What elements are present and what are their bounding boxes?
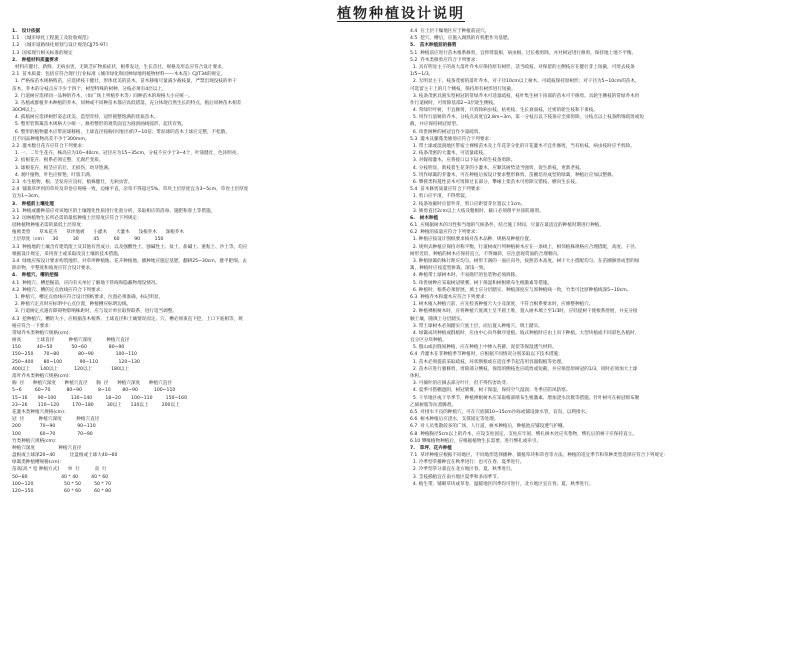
text-line: 5. 珍贵树种应采取树冠喷雾、树干保湿和树根喷布生根激素等措施。: [410, 280, 552, 286]
text-line: 1.2 《城市道路绿化规划与设计规范CJJ75-97》: [12, 43, 111, 49]
text-line: 5. 整形装饰篱苗木规格大小统一，修剪整形的观赏面宜为圆滑曲线弧形，起伏有致。: [12, 122, 187, 128]
text-line: 2. 种植穴定点时应标明中心点位置，种植槽应标明边线。: [12, 302, 132, 308]
text-line: 除杂物，平整度和坡度应符合设计要求。: [12, 266, 95, 272]
text-line: 6.4 乔灌木在非种植季节种植时，应根据不同情况分别采取以下技术措施：: [410, 352, 563, 358]
left-column: [12, 28, 390, 495]
text-line: 2.3 水生植物、根、茎发育应良好，植株健壮，无病虫害。: [12, 179, 133, 185]
text-line: 400以上 140以上 120以上 180以上: [12, 366, 130, 372]
text-line: 1. 一、二年生花卉，株高应为10~40cm，冠径应为15~35cm，分枝不应少于3~4个，叶簇健壮，色泽明亮。: [12, 151, 241, 157]
text-line: 1. 树木植入种植穴前，应先检查种植穴大小及深度，不符合根系要求时，应修整种植穴。: [410, 302, 594, 308]
text-line: 5.1 种植前应进行苗木根系修剪，宜将劈裂根、病虫根、过长根剪除，并对树冠进行修剪，保持地上地下平衡。: [410, 50, 637, 56]
text-line: 园林植物种植必需的最低土层厚度：: [12, 223, 86, 229]
text-line: 2. 枝条茂密的大灌木，可适量疏枝。: [410, 151, 488, 157]
text-line: 材料应健壮、新鲜、无病虫害，无缺乏矿物质症状，根系发达，生长茁壮，规格及形态应符合设计要求。: [12, 64, 227, 70]
text-line: 1.1 《城市绿化工程施工及验收规范》: [12, 36, 92, 42]
text-line: 2. 种植裸根树木时，应将种植穴底填土呈半圆土堆，置入树木填土至1/3时，应轻提树干使根系舒展，并充分接: [410, 309, 638, 315]
text-line: 15~16 90~100 130~140 18~20 100~110 150~160: [12, 395, 188, 401]
text-line: 6.1 应根据树木的习性和当地的气候条件，结合施工时间，尽量在最适宜的种植时期进行种植。: [410, 223, 604, 229]
text-line: 6. 整形的植物灌木应带泥球移植，土球直径按胸径(地径)的7~10倍；带泥球的苗木土球应完整，不松散。: [12, 129, 230, 135]
text-line: 6.2 种植的质量应符合下列要求：: [410, 230, 480, 236]
text-line: 7.1 草坪种植应根据不同地区、不同地形选择播种、铺植草块和草卷等方法。种植的适宜季节和草种类型选择应符合下列规定：: [410, 453, 669, 459]
text-line: 4.5 挖穴、槽后，应施入腐熟的有机肥作为基肥。: [410, 36, 513, 42]
text-line: 宜分区分块种植。: [410, 338, 447, 344]
text-line: 5. 用作绿篱的乔灌木，可在种植后按设计要求整形修剪。苗圃培育成型的绿篱，种植后应加以整修。: [410, 172, 617, 178]
text-line: 5. 假山或岩缝间种植，应在种植土中掺入苔藓、泥炭等保湿透气材料。: [410, 345, 557, 351]
text-line: 2. 苗木应进行强修剪，剪除部分侧枝，保留的侧枝也应疏剪或短截，并应保留原树冠的1/3，同时必须加大土球: [410, 366, 638, 372]
text-line: 4. 夏季可搭棚遮阴、树冠喷雾、树干保湿，保持空气湿润；冬季应防风防寒。: [410, 388, 571, 394]
right-column: [410, 28, 790, 495]
text-line: 4. 植生带、铺砌草块或草卷，温暖地区四季均可进行，北方地区宜在春、夏、秋季进行。: [410, 481, 594, 487]
text-line: 1. 严格按苗木规格购苗，应选择枝干健壮，形体优美的苗木。苗木移植尽量减少截枝量，严禁出现没枝的单干: [12, 79, 237, 85]
text-line: 作行道树时，可剪除基部2~3层轮生侧枝。: [410, 100, 498, 106]
text-line: 1.3 国家现行相关标准的规定: [12, 50, 73, 56]
text-line: 宜为1~3cm。: [12, 194, 43, 200]
text-line: 1/5~1/3。: [410, 72, 434, 78]
text-line: 4.4 在土层干燥地区应于种植前浸穴。: [410, 29, 490, 34]
text-line: 1. 具有明显主干的高大落叶乔木应保持原有树形，适当疏枝，对保留的主侧枝应在健壮芽上短截，可剪去枝条: [410, 64, 635, 70]
text-line: 100 60~70 70~90: [12, 431, 93, 437]
page-title: 植物种植设计说明: [337, 6, 465, 22]
text-line: 6. 种植时，根系必须舒展，填土应分层踏实，种植深度应与原种植线一致，竹类可比原种植线深5~10cm。: [410, 287, 632, 293]
text-line: 2.1 苗木质量：包括应符合现行行业标准《城市绿化和园林绿地用植物材料——木本苗》CJ/T34的规定。: [12, 72, 226, 78]
text-line: 6. 树木种植: [410, 215, 439, 221]
text-line: 6.3 种植乔木和灌木应符合下列要求：: [410, 294, 490, 300]
text-line: 4. 分枝明显、新枝着生花芽的小灌木，应顺其树势适当强剪，促生新枝，更新老枝。: [410, 165, 585, 171]
text-line: 绿篱类种植槽规格(cm)：: [12, 460, 64, 466]
text-line: 6.10 攀缘植物种植后，应根据植物生长需要，进行绑扎或牵引。: [410, 438, 542, 444]
text-line: 1. 剪口应平滑，不得劈裂。: [410, 194, 470, 200]
text-line: 150~250 70~80 80~90 100~110: [12, 352, 137, 358]
text-line: 5. 干旱地区或干旱季节，种植裸根树木应采取根部喷布生根激素、增加浇水次数等措施。针叶树可在树冠喷布聚: [410, 395, 640, 401]
text-line: 6.7 对人员集散较多的广场、人行道，树木种植后，种植池应铺设透气护栅。: [410, 424, 568, 430]
text-line: 4. 种植穴、槽的挖掘: [12, 273, 59, 279]
text-line: 种植穴深度 种植穴直径: [12, 445, 82, 451]
text-line: 苗木，乔木的分枝点应不少于四个，树型特殊的树种，分枝必须有4层以上。: [12, 86, 167, 92]
text-line: 4. 孤植树应选择树形姿态优美、造型奇特，冠形圆整饱满的优质苗木。: [12, 115, 159, 121]
text-line: 3. 种植绿篱的株行距应均匀。树形丰满的一面应向外，按照苗木高度、树干大小搭配均匀。在苗圃修剪成型的绿: [410, 259, 640, 264]
text-line: 1. 设计依据: [12, 29, 41, 34]
text-line: 23~26 110~120 170~180 30以上 130以上 200以上: [12, 402, 180, 408]
text-line: 5. 苗木种植前的修剪: [410, 43, 457, 49]
text-line: 7. 草坪、花卉种植: [410, 445, 452, 451]
text-line: 3.4 绿地应按设计要求构筑地形。对草坪种植地、花卉种植地、播种地应施足基肥，翻耕25~30cm，搂平耙细，去: [12, 259, 247, 264]
text-line: 4. 种植带土球树木时，不易腐烂的包装物必须拆除。: [410, 273, 520, 279]
text-line: 3.3 种植地的土壤含有建筑废土及其他有害成分，以及强酸性土、强碱性土、盐土、盐碱土、重粘土、沙土等，均应: [12, 244, 248, 250]
text-line: 触土壤，随填土分层踏实。: [410, 316, 466, 322]
text-line: 3. 修剪直径2cm以上大枝及粗根时，截口必须削平并涂防腐剂。: [410, 208, 544, 214]
text-line: 100~120 50 * 50 50 * 70: [12, 481, 112, 487]
text-line: 4. 观叶植物，叶色应鲜艳，叶簇丰满。: [12, 172, 95, 178]
text-line: 5.3 灌木及藤蔓类修剪应符合下列要求：: [410, 136, 494, 142]
text-line: 格应符合一下要求：: [12, 323, 54, 329]
text-line: 150 40~50 50~60 80~90: [12, 345, 125, 351]
text-line: 30CM以上。: [12, 108, 39, 114]
text-columns: [12, 28, 790, 495]
text-line: 6.5 对排水不良的种植穴，可在穴底铺10~15cm沙砾或铺设渗水管、盲沟，以利排水。: [410, 409, 590, 415]
text-line: 5.4 苗木修剪质量应符合下列要求：: [410, 187, 485, 193]
text-line: 篱，种植时应按造型拼栽，深浅一致。: [410, 266, 489, 272]
text-line: 3. 可摘叶的应摘去部分叶片，但不得伤害幼芽。: [410, 381, 511, 387]
text-line: 120~150 60 * 60 60 * 80: [12, 489, 112, 494]
text-line: 1. 带土球或湿润地区带宿土裸根苗木及上年花芽分化的开花灌木不宜作修剪，当有枯枝、病虫枝时应予剪除。: [410, 144, 635, 149]
text-line: 2. 冷季型草分栽宜在北方地区春、夏、秋季进行。: [410, 467, 516, 473]
text-line: 冠 径 种植穴深度 种植穴直径: [12, 417, 100, 423]
text-line: 4.3 挖种植穴、槽的大小，应根据苗木根系、土球直径和土壤情况而定。穴、槽必须垂直下挖，上口下底相等，规: [12, 316, 243, 322]
text-line: 50~80 40 * 40 40 * 60: [12, 474, 109, 480]
text-line: 1. 种植应按设计图纸要求核对苗木品种、规格及种植位置。: [410, 237, 534, 243]
text-line: 5. 用作行道树的乔木，分枝点高度宜2.8m~3m，第一分枝点以下枝条应全部剪除，分枝点以上枝条酌情疏剪或短: [410, 115, 644, 121]
text-line: 土层厚度（cm） 30 30 45 60 90 150: [12, 237, 164, 243]
text-line: 2. 种植材料质量要求: [12, 57, 59, 63]
text-line: 6.6 树木种植后应浇水，支撑固定等处理。: [410, 417, 499, 423]
text-line: 树高 土球直径 种植穴深度 种植穴直径: [12, 338, 130, 344]
text-line: 3. 行道树定点遇有障碍物影响株距时，应与设计单位取得联系，进行适当调整。: [12, 309, 177, 315]
text-line: 体积。: [410, 374, 424, 379]
text-line: 3. 带土球树木必须踏实穴底土层，而后置入种植穴，填土踏实。: [410, 323, 543, 329]
text-line: 花灌木类种植穴规格(cm)：: [12, 409, 69, 415]
text-line: 4. 常绿针叶树，不宜修剪，只剪除病虫枝、枯死枝、生长衰弱枝、过密的轮生枝和下垂枝。: [410, 108, 598, 114]
text-line: 3. 丛植或群植乔木种植的乔木，同种或不同种苗木都应高低错落，充分体现自然生长的特点，植后同种苗木相差: [12, 100, 242, 106]
text-line: 3. 枝条茂密具圆头型树冠的常绿乔木可适量疏枝，枝叶集生树干顶部的苗木可不修剪。具轮生侧枝的常绿乔木用: [410, 93, 640, 99]
text-line: 胸 径 种植穴深度 种植穴直径 胸 径 种植穴深度 种植穴直径: [12, 381, 172, 387]
text-line: 4.2 种植穴、槽的定点放线应符合下列要求：: [12, 287, 105, 293]
text-line: 4. 绿篱成块种植或群植时，应由中心向外顺序退植。坡式种植时应由上向下种植。大型块植或不同彩色丛植时，: [410, 330, 640, 336]
text-line: 截，并应保持树冠原型。: [410, 122, 461, 128]
text-line: 2.4 铺栽草坪用的草块及草卷应规格一致，边缘平直，杂草不得超过5%。草块土层厚度宜为3~5cm，草卷土层厚度: [12, 187, 249, 193]
text-line: 3. 茎枝插植宜在南方地区夏季和多雨季节。: [410, 474, 502, 480]
text-line: 1. 种植穴、槽定点放线应符合设计图纸要求，位置必须准确，标记明显。: [12, 294, 164, 300]
text-line: 1. 冷季型草播种宜在秋季进行；也可在春、夏季进行。: [410, 460, 525, 466]
text-line: 5.2 乔木类修剪应符合下列要求：: [410, 57, 480, 63]
text-line: 2. 行道树应选择同一品种的乔木，（如广场上列植乔木等）同种苗木的规格大小应统一。: [12, 93, 194, 99]
text-line: 2. 枝条短截时应留外芽，剪口应距留芽位置以上1cm。: [410, 201, 526, 207]
text-line: 6. 攀援类和蔓性苗木可剪除过长部分。攀缘上架苗木可剪除交错枝、横向生长枝。: [410, 179, 580, 185]
text-line: 苗高[高 * 宽 种植方式] 单 行 双 行: [12, 467, 107, 473]
text-line: 植被类型 草本花卉 草坪地被 小灌木 大灌木 浅根乔木 深根乔木: [12, 230, 185, 236]
text-line: 200 70~90 90~110: [12, 424, 96, 430]
text-line: 2. 无明显主干、枝条茂密的落叶乔木，对干径10cm以上树木，可疏枝保持原树形；对干径为5~10cm的苗木，: [410, 79, 640, 85]
text-line: 1. 苗木必须提前采取疏枝、环状断根或在适宜季节起苗用容器假植等处理。: [410, 359, 566, 365]
text-line: 落叶乔木类种植穴规格(cm)：: [12, 374, 74, 379]
text-line: 常绿乔木类种植穴规格(cm)：: [12, 330, 74, 336]
text-line: 乙烯树脂等抗蒸腾剂。: [410, 402, 456, 408]
text-line: 树形近似，种植的树木应保持直立，不得倾斜，应注意观赏面的合理朝向。: [410, 251, 562, 257]
text-line: 竹类种植穴规格(cm)：: [12, 438, 60, 444]
text-line: 3. 对嫁接灌木，应将接口以下砧木萌生枝条剪除。: [410, 158, 516, 164]
text-line: 2. 规则式种植应保持对称平衡，行道树或行列种植树木应在一条线上，相邻植株规格应合理搭配，高度、干径、: [410, 244, 640, 250]
text-line: 且不同品种植物高差不少于300mm。: [12, 136, 90, 142]
text-line: 2.2 灌木数目花卉应符合下列要求：: [12, 144, 87, 149]
text-line: 3.2 园林植物生长所必需的最低种植土层厚度应符合下列规定：: [12, 215, 142, 221]
text-line: 3. 种植前土壤处理: [12, 201, 54, 207]
text-line: 6.8 种植胸径5cm以上的乔木，应设支柱固定。支柱应牢固，绑扎树木处应夹垫物，绑扎后的树干应保持直立。: [410, 431, 637, 437]
text-line: 4.1 种植穴、槽挖掘前，应向有关单位了解地下管线和隐蔽物埋设情况。: [12, 280, 161, 286]
text-line: 根据设计规定，采用客土或采取改良土壤的技术措施。: [12, 251, 123, 257]
text-line: 250~400 80~100 90~110 120~130: [12, 359, 140, 365]
text-line: 3. 球根花卉，根茎应茁壮、无损伤，幼芽饱满。: [12, 165, 113, 171]
text-line: 可选留主干上的几个侧枝，保持原有树形进行短截。: [410, 86, 516, 92]
text-line: 盘根或土球深20~40 比盘根或土球大40~60: [12, 453, 118, 459]
text-line: 2. 宿根花卉，根系必须完整，无腐烂变质。: [12, 158, 104, 164]
text-line: 3.1 种植或播种前应对该地区的土壤理化性质进行化验分析，采取相应的消毒、施肥和客土等措施。: [12, 208, 216, 214]
text-line: 6. 珍贵树种的树冠宜作少量疏剪。: [410, 129, 484, 135]
text-line: 5~6 60~70 80~90 8~10 80~90 100~110: [12, 388, 176, 394]
